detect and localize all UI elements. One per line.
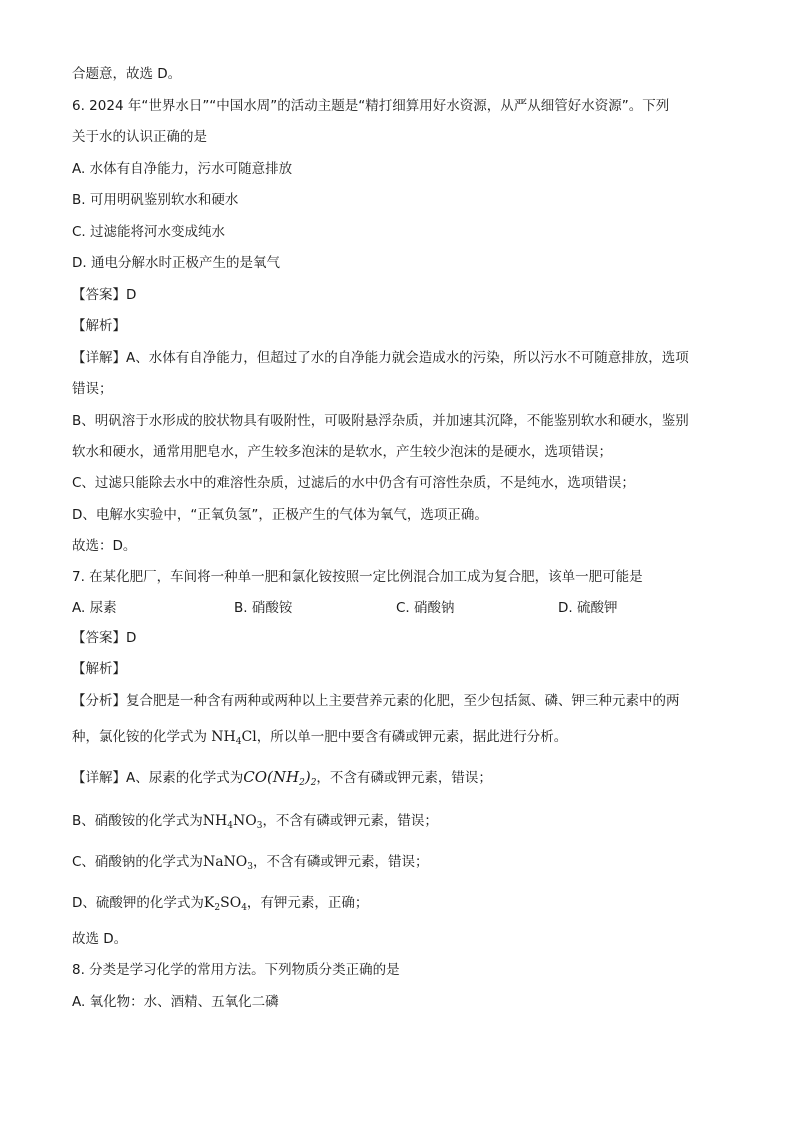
q6-detail-a-line2: 错误； (72, 381, 113, 397)
detail-tag: 【详解】 (72, 350, 126, 366)
q7-detail-d: D、硫酸钾的化学式为$K_2SO_4$，有钾元素，正确； (72, 895, 369, 913)
fenxi-text: 复合肥是一种含有两种或两种以上主要营养元素的化肥，至少包括氮、磷、钾三种元素中的两 (126, 693, 680, 709)
detail-text: A、水体有自净能力，但超过了水的自净能力就会造成水的污染，所以污水不可随意排放，选项 (126, 350, 689, 366)
detail-tag: 【详解】 (72, 770, 126, 786)
answer-value: D (126, 630, 137, 646)
q7-fenxi-line1 (72, 691, 680, 711)
q6-stem-line1: 6. 2024 年“世界水日”“中国水周”的活动主题是“精打细算用好水资源，从严从细管好水资源”。下列 (72, 98, 670, 114)
formula-nh4no3: $NH_4NO_3$ (202, 813, 263, 831)
q7-fenxi-line2 (72, 727, 567, 747)
q7-detail-c: C、硝酸钠的化学式为NaNO$_3$，不含有磷或钾元素，错误； (72, 854, 429, 872)
q6-option-c: C. 过滤能将河水变成纯水 (72, 224, 226, 240)
q7-answer (72, 628, 136, 648)
q6-answer (72, 285, 136, 305)
q7-detail-b: B、硝酸铵的化学式为$NH_4NO_3$，不含有磷或钾元素，错误； (72, 813, 438, 831)
q7-option-d: D. 硫酸钾 (558, 600, 618, 616)
fenxi-text: 种，氯化铵的化学式为 (72, 729, 212, 745)
q6-option-a: A. 水体有自净能力，污水可随意排放 (72, 161, 293, 177)
q7-option-b: B. 硝酸铵 (234, 600, 293, 616)
answer-value: D (126, 287, 137, 303)
q8-option-a: A. 氧化物：水、酒精、五氧化二磷 (72, 994, 279, 1010)
fenxi-tag: 【分析】 (72, 693, 126, 709)
q7-conclusion: 故选 D。 (72, 931, 128, 947)
q6-analysis-tag: 【解析】 (72, 318, 126, 334)
formula-urea: $CO(NH_2)_2$ (243, 768, 317, 788)
q6-detail-b-line1: B、明矾溶于水形成的胶状物具有吸附性，可吸附悬浮杂质，并加速其沉降，不能鉴别软水和硬水，鉴别 (72, 413, 689, 429)
q5-tail: 合题意，故选 D。 (72, 66, 182, 82)
q7-analysis-tag: 【解析】 (72, 661, 126, 677)
q6-detail-b-line2: 软水和硬水，通常用肥皂水，产生较多泡沫的是软水，产生较少泡沫的是硬水，选项错误； (72, 444, 612, 460)
q6-option-d: D. 通电分解水时正极产生的是氧气 (72, 255, 280, 271)
q6-detail-a-line1 (72, 348, 689, 368)
answer-tag: 【答案】 (72, 630, 126, 646)
q6-option-b: B. 可用明矾鉴别软水和硬水 (72, 192, 239, 208)
answer-tag: 【答案】 (72, 287, 126, 303)
q6-conclusion: 故选：D。 (72, 538, 137, 554)
q6-detail-c: C、过滤只能除去水中的难溶性杂质，过滤后的水中仍含有可溶性杂质，不是纯水，选项错误； (72, 475, 635, 491)
formula-nano3: NaNO$_3$ (202, 854, 253, 872)
q7-detail-a: 【详解】A、尿素的化学式为$CO(NH_2)_2$，不含有磷或钾元素，错误； (72, 768, 492, 788)
formula-nh4cl: $NH_4Cl$ (211, 729, 257, 747)
q7-stem: 7. 在某化肥厂，车间将一种单一肥和氯化铵按照一定比例混合加工成为复合肥，该单一肥可能是 (72, 569, 643, 585)
formula-k2so4: $K_2SO_4$ (203, 895, 247, 913)
q6-detail-d: D、电解水实验中，“正氧负氢”，正极产生的气体为氧气，选项正确。 (72, 507, 488, 523)
fenxi-text: ，所以单一肥中要含有磷或钾元素，据此进行分析。 (256, 729, 568, 745)
q6-stem-line2: 关于水的认识正确的是 (72, 129, 207, 145)
q7-option-a: A. 尿素 (72, 600, 117, 616)
q8-stem: 8. 分类是学习化学的常用方法。下列物质分类正确的是 (72, 962, 400, 978)
q7-option-c: C. 硝酸钠 (396, 600, 455, 616)
